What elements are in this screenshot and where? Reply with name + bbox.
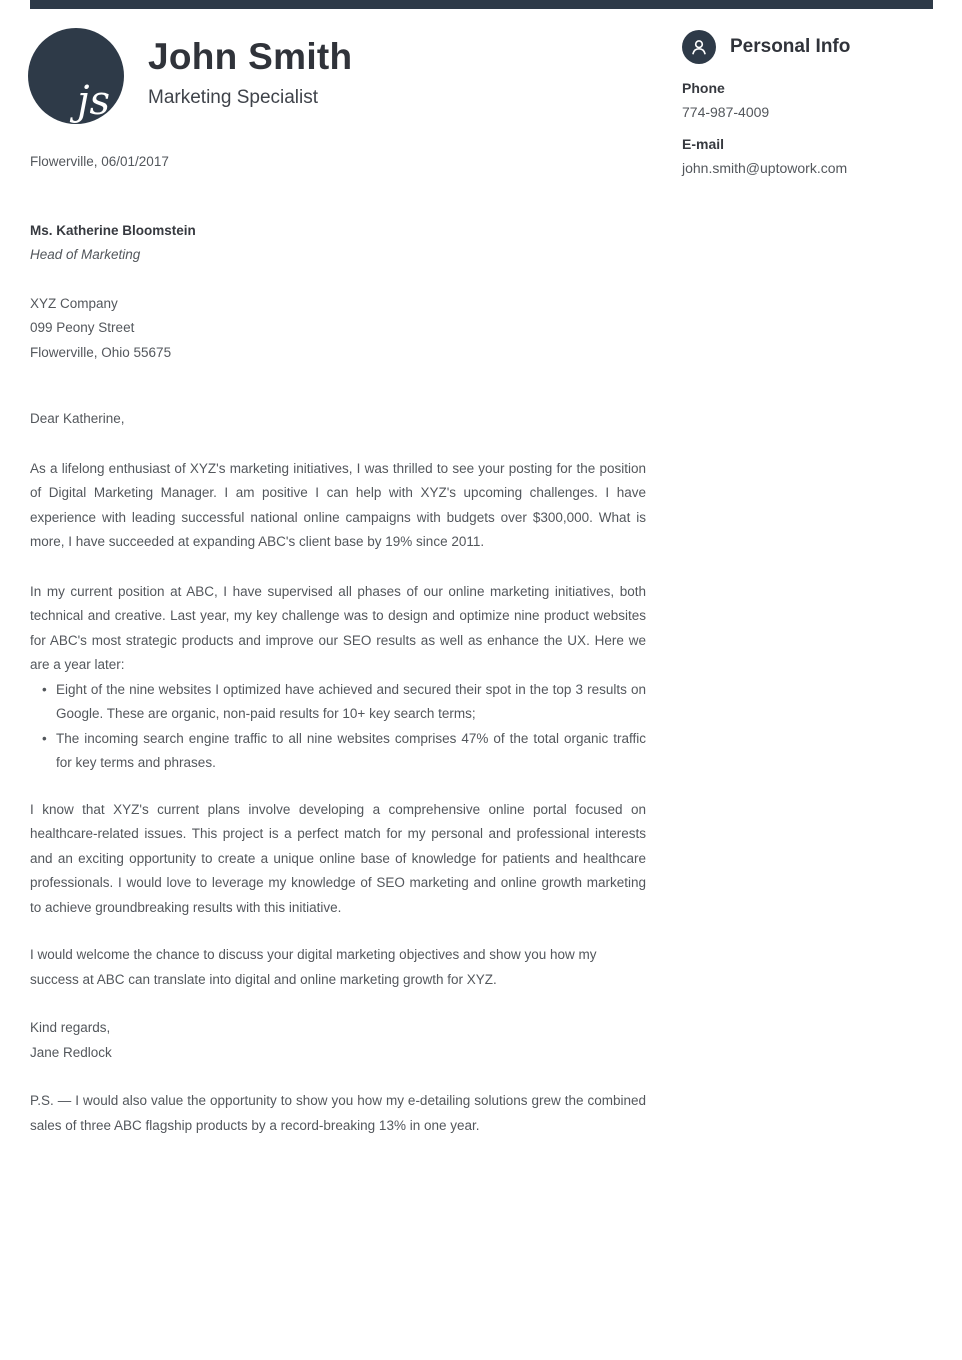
phone-label: Phone <box>682 80 725 96</box>
personal-info-title: Personal Info <box>730 36 851 57</box>
paragraph-2: In my current position at ABC, I have supervised all phases of our online marketing initiatives, both technical and creative. Last year, my key challenge was to design and optimize nine product websites for ABC's most strategic products and improve our SEO results as well as enhance the UX. Here we are a year later: <box>30 583 646 672</box>
phone-value: 774-987-4009 <box>682 104 770 120</box>
list-item-text: The incoming search engine traffic to all nine websites comprises 47% of the total organic traffic for key terms and phrases. <box>56 730 646 770</box>
personal-info-header <box>682 30 942 64</box>
paragraph-1: As a lifelong enthusiast of XYZ's marketing initiatives, I was thrilled to see your posting for the position of Digital Marketing Manager. I am positive I can help with XYZ's upcoming challenges. I have experience with leading successful national online campaigns with budgets over $300,000. What is more, I have succeeded at expanding ABC's client base by 19% since 2011. <box>30 460 646 549</box>
achievement-list <box>30 678 646 776</box>
closing-phrase: Kind regards, <box>30 1020 111 1035</box>
signature-name: Jane Redlock <box>30 1044 112 1060</box>
recipient-address <box>30 292 646 366</box>
bullet-marker: • <box>42 681 47 697</box>
city-address: Flowerville, Ohio 55675 <box>30 344 172 360</box>
paragraph-3: I know that XYZ's current plans involve developing a comprehensive online portal focused on healthcare-related issues. This project is a perfect match for my personal and professional interests and an exciting opportunity to create a unique online base of knowledge for patients and healthcare professionals. I would love to leverage my knowledge of SEO marketing and online growth marketing to achieve groundbreaking results with this initiative. <box>30 801 646 915</box>
sender-name: John Smith <box>148 36 353 77</box>
company-name: XYZ Company <box>30 295 118 311</box>
sender-job-title: Marketing Specialist <box>148 87 319 108</box>
avatar-initials: js <box>77 78 110 124</box>
person-icon <box>682 30 716 64</box>
email-label: E-mail <box>682 136 725 152</box>
postscript: P.S. — I would also value the opportunity to show you how my e-detailing solutions grew the combined sales of three ABC flagship products by a record-breaking 13% in one year. <box>30 1093 646 1133</box>
street-address: 099 Peony Street <box>30 320 135 335</box>
list-item <box>30 727 646 776</box>
list-item-text: Eight of the nine websites I optimized have achieved and secured their spot in the top 3 results on Google. These are organic, non-paid results for 10+ key search terms; <box>56 681 646 721</box>
date-line: Flowerville, 06/01/2017 <box>30 154 169 169</box>
bullet-marker: • <box>42 730 47 746</box>
personal-info-section <box>682 30 942 180</box>
recipient-title: Head of Marketing <box>30 247 141 262</box>
closing-block <box>30 1016 646 1065</box>
letter-body <box>30 0 646 1138</box>
recipient-name: Ms. Katherine Bloomstein <box>30 222 196 238</box>
salutation: Dear Katherine, <box>30 411 125 426</box>
email-value: john.smith@uptowork.com <box>682 160 848 176</box>
paragraph-4: I would welcome the chance to discuss your digital marketing objectives and show you how my success at ABC can translate into digital and online marketing growth for XYZ. <box>30 947 597 987</box>
recipient-block <box>30 219 646 268</box>
list-item <box>30 678 646 727</box>
